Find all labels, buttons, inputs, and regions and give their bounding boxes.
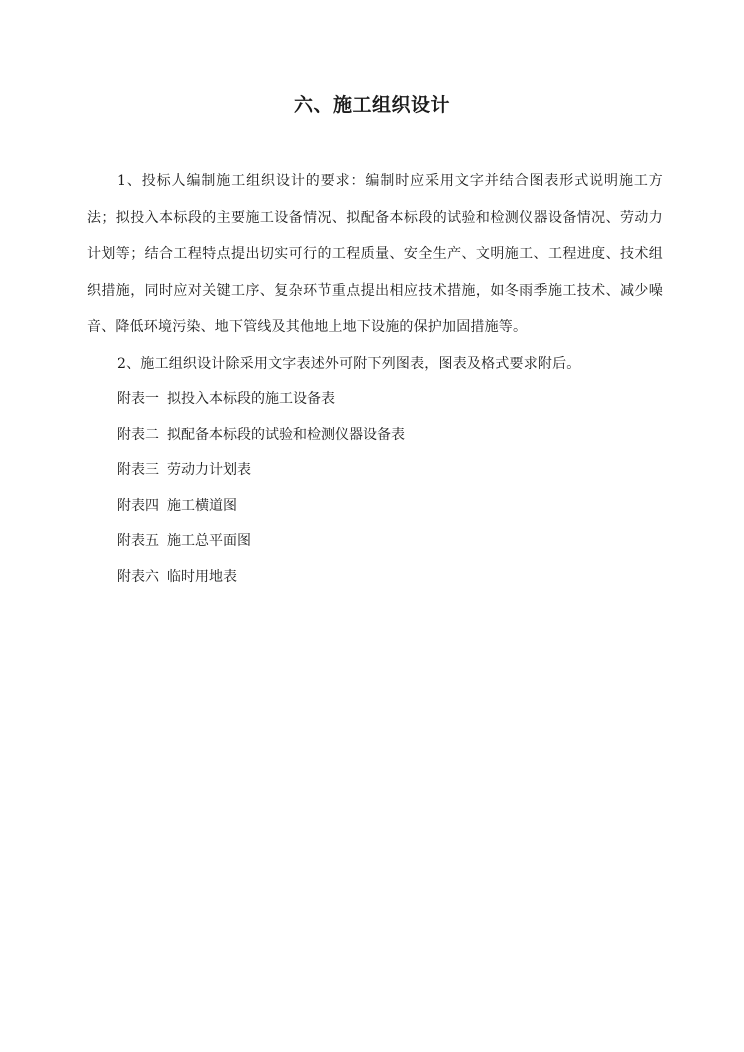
appendix-label: 附表二 [117, 426, 159, 443]
list-item [87, 489, 663, 525]
paragraph-requirements: 1、投标人编制施工组织设计的要求：编制时应采用文字并结合图表形式说明施工方法；拟投入本标段的主要施工设备情况、拟配备本标段的试验和检测仪器设备情况、劳动力计划等；结合工程特点提出切实可行的工程质量、安全生产、文明施工、工程进度、技术组织措施，同时应对关键工序、复杂环节重点提出相应技术措施，如冬雨季施工技术、减少噪音、降低环境污染、地下管线及其他地上地下设施的保护加固措施等。 [87, 173, 663, 335]
appendix-label: 附表五 [117, 533, 159, 549]
list-item [87, 560, 663, 596]
appendix-text: 劳动力计划表 [167, 462, 251, 478]
appendix-label: 附表四 [117, 497, 159, 514]
list-item [87, 418, 663, 454]
list-item [87, 453, 663, 489]
list-item [87, 382, 663, 418]
appendix-text: 施工横道图 [167, 497, 237, 514]
appendix-label: 附表三 [117, 462, 159, 478]
document-body [87, 163, 663, 595]
appendix-text: 施工总平面图 [167, 533, 251, 549]
appendix-text: 拟配备本标段的试验和检测仪器设备表 [167, 426, 405, 443]
appendix-label: 附表六 [117, 568, 159, 585]
appendix-label: 附表一 [117, 391, 159, 407]
page-title: 六、施工组织设计 [293, 94, 450, 116]
appendix-text: 临时用地表 [167, 568, 237, 585]
list-item [87, 524, 663, 560]
appendix-list [87, 382, 663, 595]
appendix-text: 拟投入本标段的施工设备表 [167, 391, 335, 407]
paragraph-attachments: 2、施工组织设计除采用文字表述外可附下列图表，图表及格式要求附后。 [117, 355, 581, 372]
